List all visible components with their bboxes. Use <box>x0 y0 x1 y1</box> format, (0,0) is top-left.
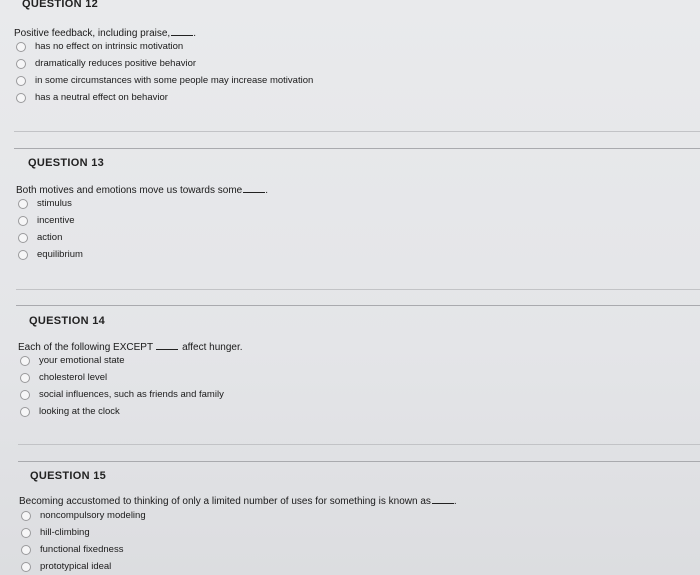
option-item[interactable] <box>16 72 313 89</box>
option-item[interactable] <box>16 55 313 72</box>
answer-blank <box>171 26 193 36</box>
option-item[interactable] <box>20 386 224 403</box>
question-header: QUESTION 15 <box>30 470 107 482</box>
radio-button[interactable] <box>21 528 31 538</box>
radio-button[interactable] <box>20 373 30 383</box>
option-label: dramatically reduces positive behavior <box>35 58 197 69</box>
radio-button[interactable] <box>20 390 30 400</box>
option-item[interactable] <box>18 195 83 212</box>
question-header: QUESTION 14 <box>29 315 106 327</box>
option-label: action <box>37 232 63 243</box>
option-label: equilibrium <box>37 249 83 260</box>
option-label: cholesterol level <box>39 372 108 383</box>
divider <box>16 305 700 306</box>
option-label: prototypical ideal <box>40 561 112 572</box>
option-label: noncompulsory modeling <box>40 510 146 521</box>
option-list <box>18 195 83 263</box>
question-text: Both motives and emotions move us towards some . <box>16 185 268 196</box>
radio-button[interactable] <box>21 511 31 521</box>
divider <box>14 148 700 149</box>
option-label: has no effect on intrinsic motivation <box>35 41 184 52</box>
question-text: Becoming accustomed to thinking of only a limited number of uses for something is known as . <box>19 496 457 507</box>
option-label: hill-climbing <box>40 527 90 538</box>
radio-button[interactable] <box>16 42 26 52</box>
radio-button[interactable] <box>21 562 31 572</box>
option-item[interactable] <box>20 403 224 420</box>
option-item[interactable] <box>20 369 224 386</box>
divider <box>16 289 700 290</box>
option-label: social influences, such as friends and family <box>39 389 224 400</box>
answer-blank <box>243 183 265 193</box>
radio-button[interactable] <box>18 199 28 209</box>
radio-button[interactable] <box>20 407 30 417</box>
question-header: QUESTION 13 <box>28 157 105 169</box>
option-item[interactable] <box>20 352 224 369</box>
radio-button[interactable] <box>16 93 26 103</box>
option-list <box>21 507 146 575</box>
option-item[interactable] <box>18 212 83 229</box>
radio-button[interactable] <box>18 216 28 226</box>
option-item[interactable] <box>21 507 146 524</box>
question-header: QUESTION 12 <box>22 0 99 10</box>
option-label: your emotional state <box>39 355 125 366</box>
option-label: stimulus <box>37 198 72 209</box>
option-item[interactable] <box>21 558 146 575</box>
option-item[interactable] <box>21 541 146 558</box>
radio-button[interactable] <box>16 76 26 86</box>
radio-button[interactable] <box>18 233 28 243</box>
divider <box>18 444 700 445</box>
answer-blank <box>156 340 178 350</box>
question-text: Each of the following EXCEPT affect hunger. <box>18 342 243 353</box>
option-label: looking at the clock <box>39 406 120 417</box>
option-item[interactable] <box>16 89 313 106</box>
option-item[interactable] <box>21 524 146 541</box>
question-text: Positive feedback, including praise, . <box>14 28 196 39</box>
option-list <box>16 38 313 106</box>
option-label: functional fixedness <box>40 544 124 555</box>
radio-button[interactable] <box>20 356 30 366</box>
option-label: in some circumstances with some people may increase motivation <box>35 75 314 86</box>
option-label: has a neutral effect on behavior <box>35 92 168 103</box>
option-list <box>20 352 224 420</box>
divider <box>18 461 700 462</box>
radio-button[interactable] <box>16 59 26 69</box>
radio-button[interactable] <box>18 250 28 260</box>
radio-button[interactable] <box>21 545 31 555</box>
option-item[interactable] <box>18 229 83 246</box>
option-label: incentive <box>37 215 75 226</box>
option-item[interactable] <box>16 38 313 55</box>
answer-blank <box>432 494 454 504</box>
divider <box>14 131 700 132</box>
option-item[interactable] <box>18 246 83 263</box>
